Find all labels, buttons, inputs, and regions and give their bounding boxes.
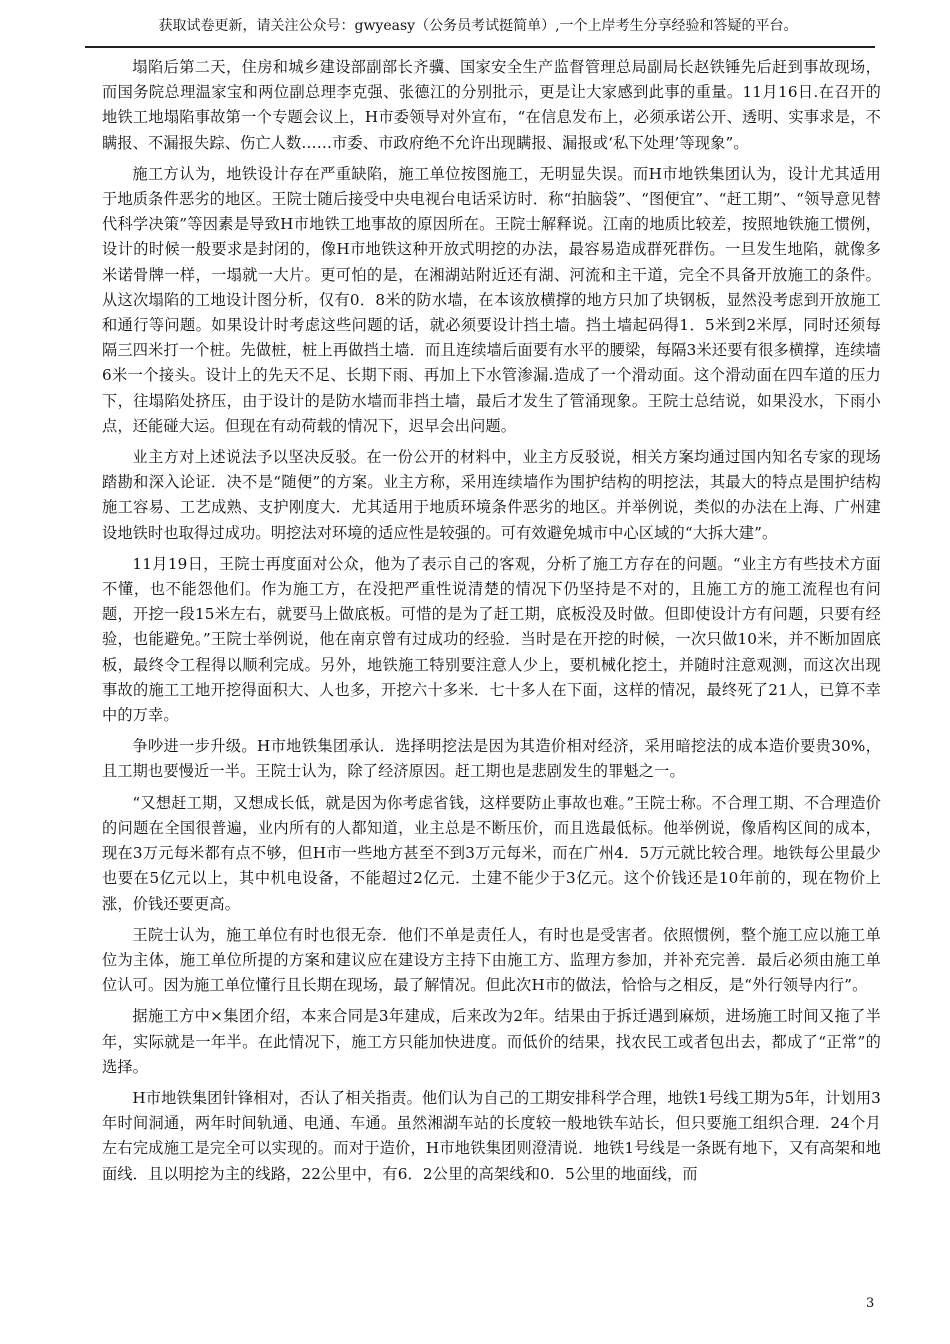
paragraph-7: 王院士认为，施工单位有时也很无奈．他们不单是责任人，有时也是受害者。依照惯例，整个施工应以施工单位为主体，施工单位所提的方案和建议应在建设方主持下由施工方、监理方参加，并补充完善．最后必须由施工单位认可。因为施工单位懂行且长期在现场，最了解情况。但此次H市的做法，恰恰与之相反，是“外行领导内行”。 bbox=[102, 925, 881, 995]
paragraph-2: 施工方认为，地铁设计存在严重缺陷，施工单位按图施工，无明显失误。而H市地铁集团认为，设计尤其适用于地质条件恶劣的地区。王院士随后接受中央电视台电话采访时．称“拍脑袋”、“图便宜”、“赶工期”、“领导意见替代科学决策”等因素是导致H市地铁工地事故的原因所在。王院士解释说。江南的地质比较差，按照地铁施工惯例，设计的时候一般要求是封闭的，像H市地铁这种开放式明挖的办法，最容易造成群死群伤。一旦发生地陷，就像多米诺骨牌一样，一塌就一大片。更可怕的是，在湘湖站附近还有湖、河流和主干道，完全不具备开放施工的条件。从这次塌陷的工地设计图分析，仅有0．8米的防水墙，在本该放横撑的地方只加了块钢板，显然没考虑到开放施工和通行等问题。如果设计时考虑这些问题的话，就必须要设计挡土墙。挡土墙起码得1．5米到2米厚，同时还须每隔三四米打一个桩。先做桩，桩上再做挡土墙．而且连续墙后面要有水平的腰梁，每隔3米还要有很多横撑，连续墙6米一个接头。设计上的先天不足、长期下雨、再加上下水管渗漏.造成了一个滑动面。这个滑动面在四车道的压力下，往塌陷处挤压，由于设计的是防水墙而非挡土墙，最后才发生了管涌现象。王院士总结说，如果没水，下雨小点，还能碰大运。但现在有动荷载的情况下，迟早会出问题。 bbox=[102, 164, 881, 435]
paragraph-6: “又想赶工期，又想成长低，就是因为你考虑省钱，这样要防止事故也难。”王院士称。不合理工期、不合理造价的问题在全国很普遍，业内所有的人都知道，业主总是不断压价，而且选最低标。他举例说，像盾构区间的成本，现在3万元每米都有点不够，但H市一些地方甚至不到3万元每米，而在广州4．5万元就比较合理。地铁每公里最少也要在5亿元以上，其中机电设备，不能超过2亿元．土建不能少于3亿元。这个价钱还是10年前的，现在物价上涨，价钱还要更高。 bbox=[102, 793, 881, 913]
paragraph-1: 塌陷后第二天，住房和城乡建设部副部长齐骥、国家安全生产监督管理总局副局长赵铁锤先后赶到事故现场，而国务院总理温家宝和两位副总理李克强、张德江的分别批示，更是让大家感到此事的重量。11月16日.在召开的地铁工地塌陷事故第一个专题会议上，H市委领导对外宣布，“在信息发布上，必须承诺公开、透明、实事求是，不瞒报、不漏报失踪、伤亡人数……市委、市政府绝不允许出现瞒报、漏报或‘私下处理’等现象”。 bbox=[102, 58, 881, 152]
page-number: 3 bbox=[866, 1296, 875, 1311]
paragraph-5: 争吵进一步升级。H市地铁集团承认．选择明挖法是因为其造价相对经济，采用暗挖法的成本造价要贵30%，且工期也要慢近一半。王院士认为，除了经济原因。赶工期也是悲剧发生的罪魁之一。 bbox=[102, 737, 881, 781]
document-body bbox=[102, 55, 881, 1193]
page-header: 获取试卷更新，请关注公众号：gwyeasy（公务员考试挺简单）,一个上岸考生分享经验和答疑的平台。 bbox=[158, 18, 798, 34]
paragraph-9: H市地铁集团针锋相对，否认了相关指责。他们认为自己的工期安排科学合理，地铁1号线工期为5年，计划用3年时间洞通，两年时间轨通、电通、车通。虽然湘湖车站的长度较一般地铁车站长，但只要施工组织合理．24个月左右完成施工是完全可以实现的。而对于造价，H市地铁集团则澄清说．地铁1号线是一条既有地下，又有高架和地面线．且以明挖为主的线路，22公里中，有6．2公里的高架线和0．5公里的地面线，而 bbox=[102, 1088, 881, 1183]
paragraph-8: 据施工方中×集团介绍，本来合同是3年建成，后来改为2年。结果由于拆迁遇到麻烦，进场施工时间又拖了半年，实际就是一年半。在此情况下，施工方只能加快进度。而低价的结果，找农民工或者包出去，都成了“正常”的选择。 bbox=[102, 1007, 881, 1076]
header-divider bbox=[85, 46, 875, 48]
paragraph-3: 业主方对上述说法予以坚决反驳。在一份公开的材料中，业主方反驳说，相关方案均通过国内知名专家的现场踏勘和深入论证．决不是“随便”的方案。业主方称，采用连续墙作为围护结构的明挖法，其最大的特点是围护结构施工容易、工艺成熟、支护刚度大．尤其适用于地质环境条件恶劣的地区。并举例说，类似的办法在上海、广州建设地铁时也取得过成功。明挖法对环境的适应性是较强的。可有效避免城市中心区域的“大拆大建”。 bbox=[102, 448, 881, 542]
paragraph-4: 11月19日，王院士再度面对公众，他为了表示自己的客观，分析了施工方存在的问题。“业主方有些技术方面不懂，也不能怨他们。作为施工方，在没把严重性说清楚的情况下仍坚持是不对的，且施工方的施工流程也有问题，开挖一段15米左右，就要马上做底板。可惜的是为了赶工期，底板没及时做。但即使设计方有问题，只要有经验，也能避免。”王院士举例说，他在南京曾有过成功的经验．当时是在开挖的时候，一次只做10米，并不断加固底板，最终令工程得以顺利完成。另外，地铁施工特别要注意人少上，要机械化挖土，并随时注意观测，而这次出现事故的施工工地开挖得面积大、人也多，开挖六十多米．七十多人在下面，这样的情况，最终死了21人，已算不幸中的万幸。 bbox=[102, 554, 881, 725]
